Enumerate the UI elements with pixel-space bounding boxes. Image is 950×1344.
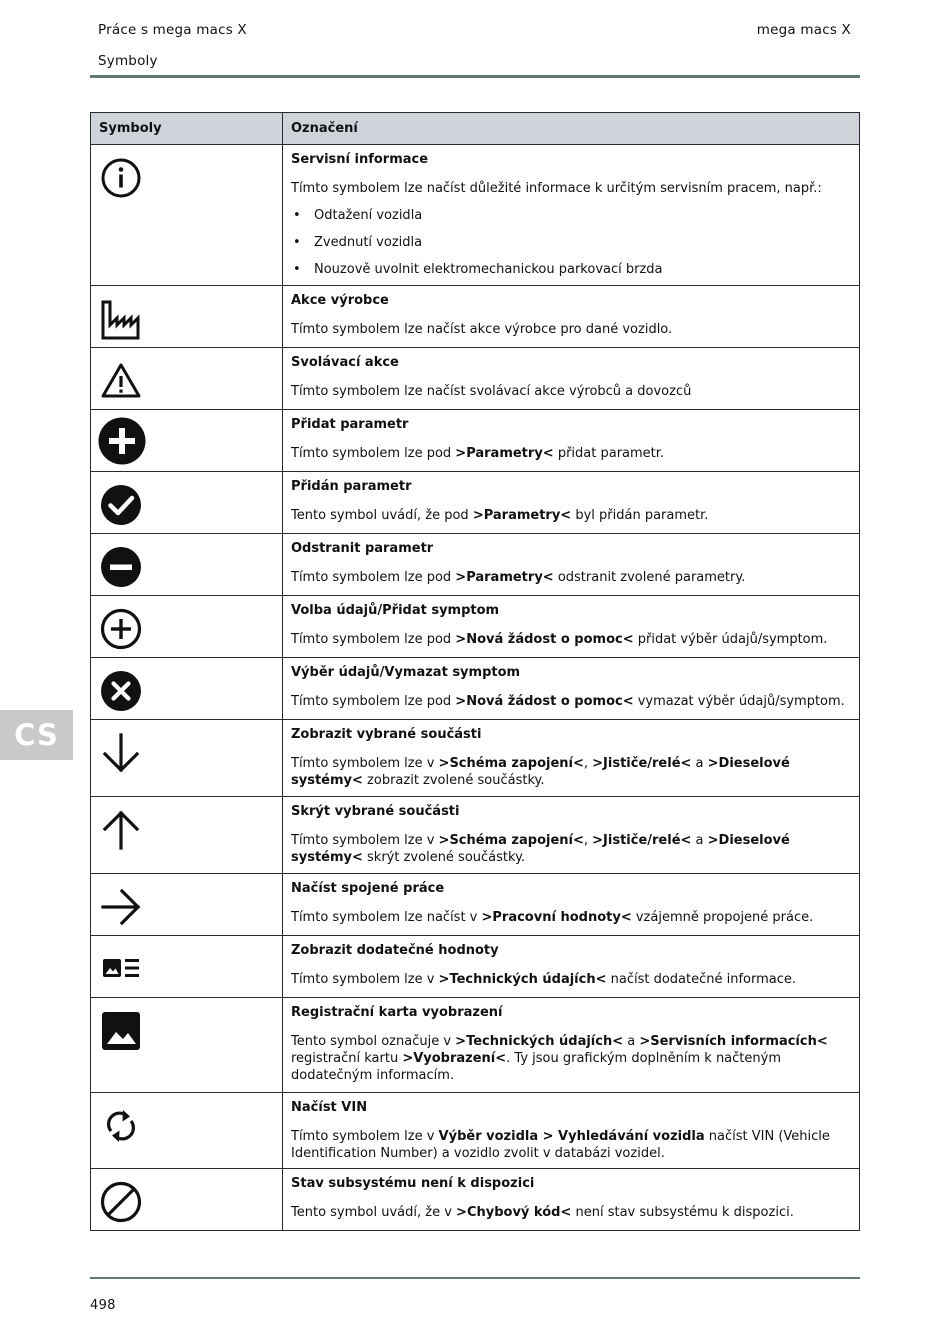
symbol-description: Tímto symbolem lze pod >Parametry< přidat parametr. xyxy=(291,446,665,461)
symbol-description: Tímto symbolem lze načíst v >Pracovní hodnoty< vzájemně propojené práce. xyxy=(291,910,814,925)
arrow-down-icon xyxy=(99,731,143,775)
table-row xyxy=(91,472,860,534)
warning-triangle-icon xyxy=(99,359,143,403)
table-row xyxy=(91,797,860,874)
symbol-title: Volba údajů/Přidat symptom xyxy=(291,603,500,618)
image-icon xyxy=(99,1009,143,1053)
table-row xyxy=(91,720,860,797)
symbol-title: Akce výrobce xyxy=(291,293,389,308)
table-row xyxy=(91,874,860,936)
factory-icon xyxy=(99,297,143,341)
symbol-description: Tento symbol uvádí, že pod >Parametry< byl přidán parametr. xyxy=(291,508,709,523)
table-row xyxy=(91,534,860,596)
header-title: Práce s mega macs X xyxy=(98,22,247,38)
symbol-description: Tímto symbolem lze načíst důležité informace k určitým servisním pracem, např.: xyxy=(291,181,822,196)
symbol-description: Tímto symbolem lze v >Schéma zapojení<, >Jističe/relé< a >Dieselové systémy< skrýt zvolené součástky. xyxy=(291,833,790,865)
list-item: • Odtažení vozidla xyxy=(291,207,851,224)
symbol-title: Načíst spojené práce xyxy=(291,881,445,896)
symbol-description: Tímto symbolem lze v >Technických údajích< načíst dodatečné informace. xyxy=(291,972,797,987)
header-product: mega macs X xyxy=(756,22,851,38)
table-row xyxy=(91,286,860,348)
symbol-description: Tímto symbolem lze pod >Nová žádost o pomoc< vymazat výběr údajů/symptom. xyxy=(291,694,845,709)
table-row xyxy=(91,145,860,286)
table-row xyxy=(91,658,860,720)
add-circle-filled-icon xyxy=(97,416,147,466)
symbol-description: Tento symbol uvádí, že v >Chybový kód< není stav subsystému k dispozici. xyxy=(291,1205,794,1220)
not-available-icon xyxy=(99,1180,143,1224)
list-item: • Nouzově uvolnit elektromechanickou parkovací brzda xyxy=(291,261,851,278)
language-tab: CS xyxy=(0,710,73,760)
symbol-description: Tímto symbolem lze načíst svolávací akce výrobců a dovozců xyxy=(291,384,692,399)
table-row xyxy=(91,1093,860,1169)
page-number: 498 xyxy=(90,1298,116,1313)
arrow-right-icon xyxy=(99,885,143,929)
symbol-title: Registrační karta vyobrazení xyxy=(291,1005,503,1020)
symbol-title: Stav subsystému není k dispozici xyxy=(291,1176,535,1191)
image-list-icon xyxy=(99,947,143,991)
symbol-title: Skrýt vybrané součásti xyxy=(291,804,460,819)
header-divider xyxy=(90,75,860,78)
symbol-description: Tímto symbolem lze pod >Parametry< odstranit zvolené parametry. xyxy=(291,570,746,585)
table-header-row xyxy=(91,113,860,145)
footer-divider xyxy=(90,1277,860,1279)
header-section: Symboly xyxy=(98,53,158,69)
symbol-description: Tento symbol označuje v >Technických údajích< a >Servisních informacích< registrační kartu >Vyobrazení<. Ty jsou grafickým doplněním k načteným dodatečným informacím. xyxy=(291,1034,828,1083)
info-icon xyxy=(99,156,143,200)
table-row xyxy=(91,348,860,410)
table-row xyxy=(91,410,860,472)
symbol-description: Tímto symbolem lze pod >Nová žádost o pomoc< přidat výběr údajů/symptom. xyxy=(291,632,828,647)
symbol-title: Přidán parametr xyxy=(291,479,412,494)
symbol-title: Zobrazit dodatečné hodnoty xyxy=(291,943,499,958)
symbol-title: Výběr údajů/Vymazat symptom xyxy=(291,665,521,680)
add-circle-outline-icon xyxy=(99,607,143,651)
symbol-title: Servisní informace xyxy=(291,152,429,167)
symbol-title: Přidat parametr xyxy=(291,417,409,432)
symbols-table xyxy=(90,112,860,1231)
check-circle-filled-icon xyxy=(99,483,143,527)
symbol-title: Načíst VIN xyxy=(291,1100,368,1115)
table-row xyxy=(91,936,860,998)
arrow-up-icon xyxy=(99,808,143,852)
table-row xyxy=(91,1169,860,1231)
refresh-icon xyxy=(99,1104,143,1148)
symbol-description: Tímto symbolem lze načíst akce výrobce pro dané vozidlo. xyxy=(291,322,673,337)
table-row xyxy=(91,998,860,1093)
list-item: • Zvednutí vozidla xyxy=(291,234,851,251)
symbol-description: Tímto symbolem lze v Výběr vozidla > Vyhledávání vozidla načíst VIN (Vehicle Identification Number) a vozidlo zvolit v databázi vozidel. xyxy=(291,1129,830,1161)
symbol-title: Svolávací akce xyxy=(291,355,399,370)
table-row xyxy=(91,596,860,658)
close-circle-filled-icon xyxy=(99,669,143,713)
symbol-title: Odstranit parametr xyxy=(291,541,434,556)
column-header-symbols: Symboly xyxy=(91,113,283,145)
symbol-description: Tímto symbolem lze v >Schéma zapojení<, >Jističe/relé< a >Dieselové systémy< zobrazit zvolené součástky. xyxy=(291,756,790,788)
symbol-title: Zobrazit vybrané součásti xyxy=(291,727,482,742)
column-header-meaning: Označení xyxy=(283,113,860,145)
remove-circle-filled-icon xyxy=(99,545,143,589)
